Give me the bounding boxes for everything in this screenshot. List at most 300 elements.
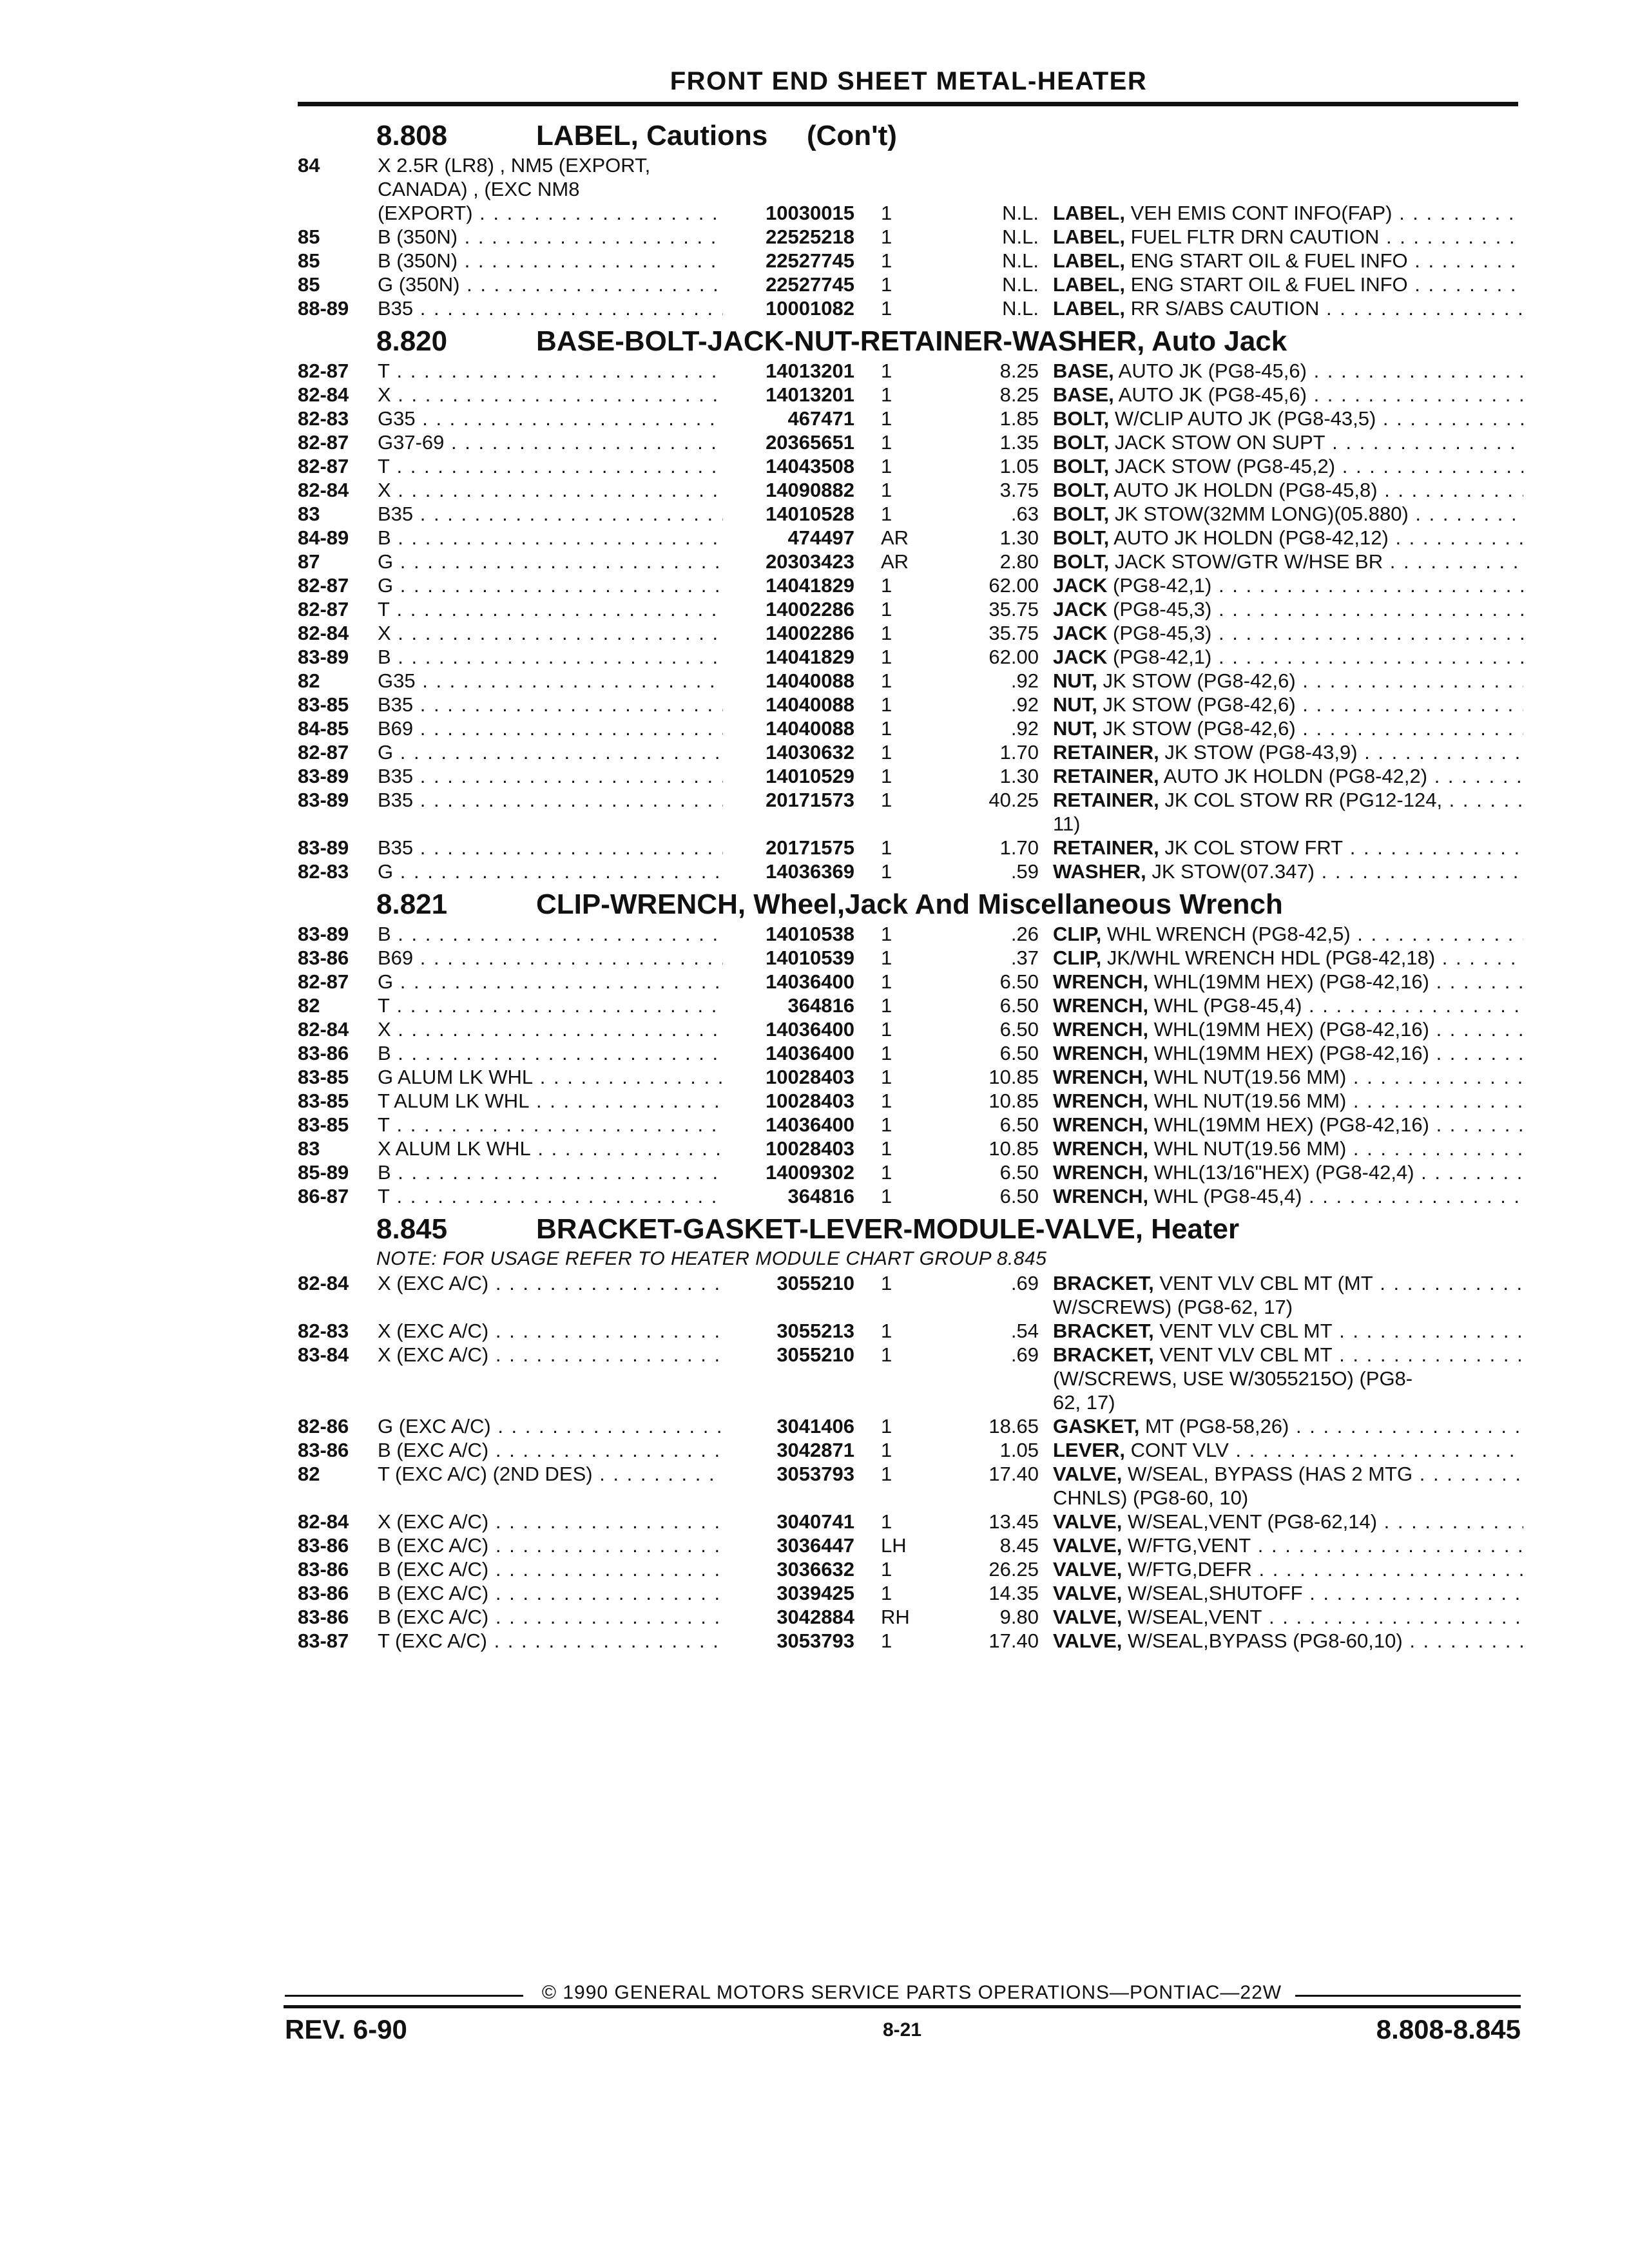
table-row [298,1367,1522,1390]
price: 8.45 [999,1534,1039,1557]
price: 26.25 [988,1558,1039,1581]
part-noun: BASE, [1053,360,1114,382]
part-detail: W/CLIP AUTO JK (PG8-43,5) [1114,407,1376,430]
price: .26 [1010,923,1039,945]
part-description [1053,502,1523,526]
price: 6.50 [999,1113,1039,1136]
section-number: 8.820 [376,325,448,357]
part-noun: BRACKET, [1053,1343,1154,1366]
usage-code: G . . . [378,740,726,764]
part-noun: BRACKET, [1053,1320,1154,1342]
part-description [1053,1438,1523,1462]
part-detail: AUTO JK (PG8-45,6) [1118,360,1307,382]
part-number: 467471 [723,407,854,430]
quantity: 1 [881,765,892,787]
usage-code: B35 . . . [378,502,726,526]
price: 2.80 [999,550,1039,573]
table-row [298,621,1522,645]
usage-code: G (350N) . . . [378,273,726,296]
price: .59 [1010,860,1039,883]
price: 10.85 [988,1137,1039,1160]
section-title: LABEL, Cautions [536,120,768,151]
quantity: 1 [881,407,892,430]
quantity: 1 [881,1161,892,1184]
part-number: 3053793 [723,1462,854,1486]
part-number: 14036400 [723,970,854,994]
table-row [298,1113,1522,1137]
part-detail: VENT VLV CBL MT (MT [1159,1272,1373,1294]
part-description [1053,860,1523,883]
catalog-section [298,883,1522,1208]
model-years: 82-84 [298,1018,349,1041]
quantity: 1 [881,1629,892,1652]
part-number: 14040088 [723,669,854,693]
part-noun: WRENCH, [1053,1137,1149,1160]
quantity: AR [881,550,909,573]
model-years: 83-85 [298,1066,349,1088]
price: .37 [1010,947,1039,969]
usage-code: CANADA) , (EXC NM8 [378,178,580,200]
part-noun: LABEL, [1053,226,1125,248]
part-noun: JACK [1053,622,1108,644]
part-detail: JK COL STOW RR (PG12-124, [1164,789,1443,811]
quantity: 1 [881,923,892,945]
quantity: 1 [881,1137,892,1160]
part-detail: WHL(19MM HEX) (PG8-42,16) [1153,1042,1429,1064]
price: .69 [1010,1272,1039,1294]
part-description [1053,994,1523,1017]
footer-rule-right [1295,1995,1521,1997]
part-detail: JACK STOW ON SUPT [1114,431,1325,454]
part-noun: WRENCH, [1053,1113,1149,1136]
part-detail: 62, 17) [1053,1391,1115,1414]
table-row [298,177,1522,201]
model-years: 82-84 [298,1510,349,1533]
quantity: 1 [881,1066,892,1088]
part-noun: RETAINER, [1053,765,1159,787]
part-number: 20171575 [723,836,854,860]
part-detail: (PG8-42,1) [1113,646,1212,668]
section-continued: (Con't) [807,120,897,151]
part-description [1053,922,1523,946]
quantity: 1 [881,1439,892,1461]
part-noun: WRENCH, [1053,994,1149,1017]
quantity: RH [881,1606,910,1628]
table-row [298,1581,1522,1605]
table-row [298,1295,1522,1319]
table-row [298,526,1522,550]
part-description [1053,359,1523,383]
usage-code: G35 . . . [378,407,726,430]
part-description [1053,478,1523,502]
table-row [298,1184,1522,1208]
usage-code: B . . . [378,1041,726,1065]
usage-code: X (EXC A/C) . . . [378,1510,726,1533]
price: 62.00 [988,574,1039,597]
price: 6.50 [999,970,1039,993]
table-row [298,597,1522,621]
price: .92 [1010,717,1039,740]
model-years: 82-87 [298,574,349,597]
usage-code: X (EXC A/C) . . . [378,1343,726,1367]
quantity: 1 [881,1018,892,1041]
model-years: 82-83 [298,1320,349,1342]
table-row [298,1041,1522,1065]
quantity: 1 [881,669,892,692]
part-noun: BRACKET, [1053,1272,1154,1294]
part-description [1053,836,1523,860]
usage-code: B . . . [378,526,726,550]
part-detail: (PG8-45,3) [1113,622,1212,644]
quantity: 1 [881,970,892,993]
part-number: 22527745 [723,249,854,273]
quantity: 1 [881,431,892,454]
part-description [1053,645,1523,669]
part-number: 14036369 [723,860,854,883]
part-noun: WRENCH, [1053,1018,1149,1041]
table-row [298,812,1522,836]
part-noun: VALVE, [1053,1606,1123,1628]
part-number: 3053793 [723,1629,854,1653]
part-number: 14010529 [723,764,854,788]
part-description [1053,1486,1523,1510]
part-number: 14010528 [723,502,854,526]
quantity: 1 [881,1415,892,1437]
price: 10.85 [988,1090,1039,1112]
part-detail: WHL(19MM HEX) (PG8-42,16) [1153,970,1429,993]
part-noun: JACK [1053,598,1108,620]
part-noun: JACK [1053,574,1108,597]
usage-code: G ALUM LK WHL . . . [378,1065,726,1089]
price: 17.40 [988,1629,1039,1652]
part-detail: VENT VLV CBL MT [1159,1320,1333,1342]
price: .54 [1010,1320,1039,1342]
usage-code: X . . . [378,383,726,407]
usage-code: G37-69 . . . [378,430,726,454]
price: .69 [1010,1343,1039,1366]
price: .63 [1010,503,1039,525]
quantity: 1 [881,836,892,859]
part-number: 14036400 [723,1113,854,1137]
quantity: 1 [881,789,892,811]
part-number: 14043508 [723,454,854,478]
table-row [298,1533,1522,1557]
usage-code: B (350N) . . . [378,225,726,249]
part-noun: LABEL, [1053,273,1125,296]
part-description [1053,1113,1523,1137]
footer-rule-left [285,1995,523,1997]
table-row [298,1438,1522,1462]
part-noun: BOLT, [1053,550,1110,573]
section-number: 8.808 [376,120,448,151]
usage-code: G . . . [378,550,726,573]
table-row [298,1137,1522,1160]
part-noun: VALVE, [1053,1463,1123,1485]
price: N.L. [1002,202,1039,224]
table-row [298,1390,1522,1414]
part-description [1053,201,1523,225]
part-description [1053,383,1523,407]
part-description [1053,740,1523,764]
usage-code: B (EXC A/C) . . . [378,1605,726,1629]
table-row [298,669,1522,693]
table-row [298,1414,1522,1438]
quantity: 1 [881,741,892,764]
part-description [1053,1271,1523,1295]
table-row [298,860,1522,883]
quantity: 1 [881,1463,892,1485]
table-row [298,1017,1522,1041]
price: 6.50 [999,1042,1039,1064]
model-years: 83-89 [298,646,349,668]
part-detail: JK COL STOW FRT [1164,836,1344,859]
model-years: 87 [298,550,320,573]
price: .92 [1010,693,1039,716]
part-detail: MT (PG8-58,26) [1144,1415,1289,1437]
parts-catalog-body [298,115,1522,1653]
part-detail: JK STOW (PG8-43,9) [1164,741,1358,764]
usage-code: X 2.5R (LR8) , NM5 (EXPORT, [378,154,651,177]
part-description [1053,1343,1523,1367]
model-years: 82-87 [298,455,349,477]
part-noun: BASE, [1053,383,1114,406]
part-detail: CONT VLV [1130,1439,1229,1461]
usage-code: X . . . [378,621,726,645]
table-row [298,249,1522,273]
usage-code: (EXPORT) . . . [378,201,726,225]
table-row [298,970,1522,994]
price: 14.35 [988,1582,1039,1604]
model-years: 82 [298,1463,320,1485]
table-row [298,1271,1522,1295]
part-description [1053,669,1523,693]
quantity: 1 [881,455,892,477]
usage-code: B35 . . . [378,836,726,860]
part-number: 14090882 [723,478,854,502]
part-number: 3040741 [723,1510,854,1533]
part-detail: JK STOW (PG8-42,6) [1103,693,1296,716]
usage-code: T (EXC A/C) . . . [378,1629,726,1653]
part-number: 22525218 [723,225,854,249]
quantity: 1 [881,503,892,525]
model-years: 86-87 [298,1185,349,1207]
part-noun: NUT, [1053,693,1097,716]
price: 35.75 [988,598,1039,620]
model-years: 85 [298,249,320,272]
part-number: 3055210 [723,1343,854,1367]
part-detail: W/FTG,VENT [1128,1534,1251,1557]
quantity: 1 [881,202,892,224]
part-number: 14010539 [723,946,854,970]
section-title: BRACKET-GASKET-LEVER-MODULE-VALVE, Heater [536,1213,1240,1245]
part-number: 10028403 [723,1065,854,1089]
part-number: 14036400 [723,1041,854,1065]
footer-page-number: 8-21 [882,2019,922,2041]
part-description [1053,273,1523,296]
usage-code: X (EXC A/C) . . . [378,1271,726,1295]
part-description [1053,621,1523,645]
part-detail: 11) [1053,812,1081,835]
part-detail: (PG8-42,1) [1113,574,1212,597]
price: 6.50 [999,994,1039,1017]
price: 40.25 [988,789,1039,811]
part-number: 3036632 [723,1557,854,1581]
part-detail: W/SEAL,VENT (PG8-62,14) [1128,1510,1378,1533]
part-detail: WHL(19MM HEX) (PG8-42,16) [1153,1113,1429,1136]
part-detail: WHL NUT(19.56 MM) [1153,1137,1347,1160]
usage-code: T ALUM LK WHL . . . [378,1089,726,1113]
section-header [298,883,1522,922]
section-header [298,320,1522,359]
price: 13.45 [988,1510,1039,1533]
part-number: 20303423 [723,550,854,573]
price: 9.80 [999,1606,1039,1628]
part-number: 14036400 [723,1017,854,1041]
part-noun: VALVE, [1053,1558,1123,1581]
price: 1.05 [999,1439,1039,1461]
quantity: 1 [881,860,892,883]
part-detail: WHL NUT(19.56 MM) [1153,1090,1347,1112]
part-noun: CLIP, [1053,947,1102,969]
part-detail: W/SEAL,BYPASS (PG8-60,10) [1128,1629,1403,1652]
price: N.L. [1002,249,1039,272]
part-detail: W/SCREWS) (PG8-62, 17) [1053,1296,1293,1318]
footer-revision: REV. 6-90 [285,2014,407,2044]
price: 17.40 [988,1463,1039,1485]
quantity: 1 [881,622,892,644]
table-row [298,1343,1522,1367]
quantity: 1 [881,297,892,320]
part-description [1053,1367,1523,1390]
table-row [298,407,1522,430]
part-number: 20171573 [723,788,854,812]
section-header [298,1208,1522,1247]
part-detail: JK STOW (PG8-42,6) [1103,669,1296,692]
part-description [1053,454,1523,478]
section-header [298,115,1522,153]
part-number: 14002286 [723,621,854,645]
price: .92 [1010,669,1039,692]
part-description [1053,1605,1523,1629]
part-detail: ENG START OIL & FUEL INFO [1130,249,1408,272]
model-years: 83-86 [298,1534,349,1557]
part-noun: LABEL, [1053,297,1125,320]
quantity: 1 [881,1272,892,1294]
part-noun: RETAINER, [1053,789,1159,811]
table-row [298,764,1522,788]
usage-code: T . . . [378,597,726,621]
part-description [1053,1510,1523,1533]
usage-code: B . . . [378,1160,726,1184]
model-years: 82-87 [298,741,349,764]
table-row [298,502,1522,526]
catalog-section [298,1208,1522,1653]
quantity: 1 [881,947,892,969]
usage-code: B (350N) . . . [378,249,726,273]
part-detail: JK STOW(32MM LONG)(05.880) [1114,503,1409,525]
part-description [1053,1319,1523,1343]
usage-code: T . . . [378,359,726,383]
part-description [1053,716,1523,740]
model-years: 82-84 [298,1272,349,1294]
part-noun: LEVER, [1053,1439,1125,1461]
section-number: 8.821 [376,889,448,920]
part-noun: GASKET, [1053,1415,1140,1437]
table-row [298,788,1522,812]
model-years: 83-86 [298,1042,349,1064]
part-noun: BOLT, [1053,503,1110,525]
usage-code: B35 . . . [378,693,726,716]
part-noun: BOLT, [1053,407,1110,430]
part-description [1053,1414,1523,1438]
quantity: 1 [881,646,892,668]
quantity: 1 [881,598,892,620]
table-row [298,550,1522,573]
model-years: 83-85 [298,1113,349,1136]
table-row [298,478,1522,502]
part-detail: CHNLS) (PG8-60, 10) [1053,1486,1249,1509]
quantity: 1 [881,1090,892,1112]
price: 6.50 [999,1018,1039,1041]
model-years: 83-86 [298,1606,349,1628]
part-number: 10028403 [723,1089,854,1113]
table-row [298,1065,1522,1089]
price: 1.70 [999,836,1039,859]
part-detail: JK/WHL WRENCH HDL (PG8-42,18) [1106,947,1436,969]
table-row [298,430,1522,454]
section-note [298,1247,1522,1271]
part-number: 14040088 [723,716,854,740]
quantity: LH [881,1534,907,1557]
model-years: 84-89 [298,526,349,549]
part-description [1053,1629,1523,1653]
table-row [298,1605,1522,1629]
table-row [298,1629,1522,1653]
part-description [1053,1041,1523,1065]
table-row [298,383,1522,407]
part-detail: JACK STOW/GTR W/HSE BR [1114,550,1383,573]
part-description [1053,1462,1523,1486]
part-number: 3042884 [723,1605,854,1629]
part-noun: VALVE, [1053,1629,1123,1652]
quantity: 1 [881,1558,892,1581]
model-years: 85-89 [298,1161,349,1184]
table-row [298,1319,1522,1343]
part-detail: ENG START OIL & FUEL INFO [1130,273,1408,296]
table-row [298,716,1522,740]
quantity: 1 [881,1113,892,1136]
price: 3.75 [999,479,1039,501]
part-description [1053,1295,1523,1319]
model-years: 82 [298,669,320,692]
model-years: 83-86 [298,1558,349,1581]
usage-code: X . . . [378,1017,726,1041]
part-noun: JACK [1053,646,1108,668]
table-row [298,740,1522,764]
quantity: 1 [881,994,892,1017]
usage-code: B . . . [378,922,726,946]
quantity: 1 [881,1320,892,1342]
part-description [1053,970,1523,994]
usage-code: B69 . . . [378,716,726,740]
part-number: 14040088 [723,693,854,716]
usage-code: B (EXC A/C) . . . [378,1533,726,1557]
model-years: 83-85 [298,693,349,716]
table-row [298,573,1522,597]
model-years: 82-84 [298,383,349,406]
model-years: 88-89 [298,297,349,320]
part-detail: AUTO JK (PG8-45,6) [1118,383,1307,406]
